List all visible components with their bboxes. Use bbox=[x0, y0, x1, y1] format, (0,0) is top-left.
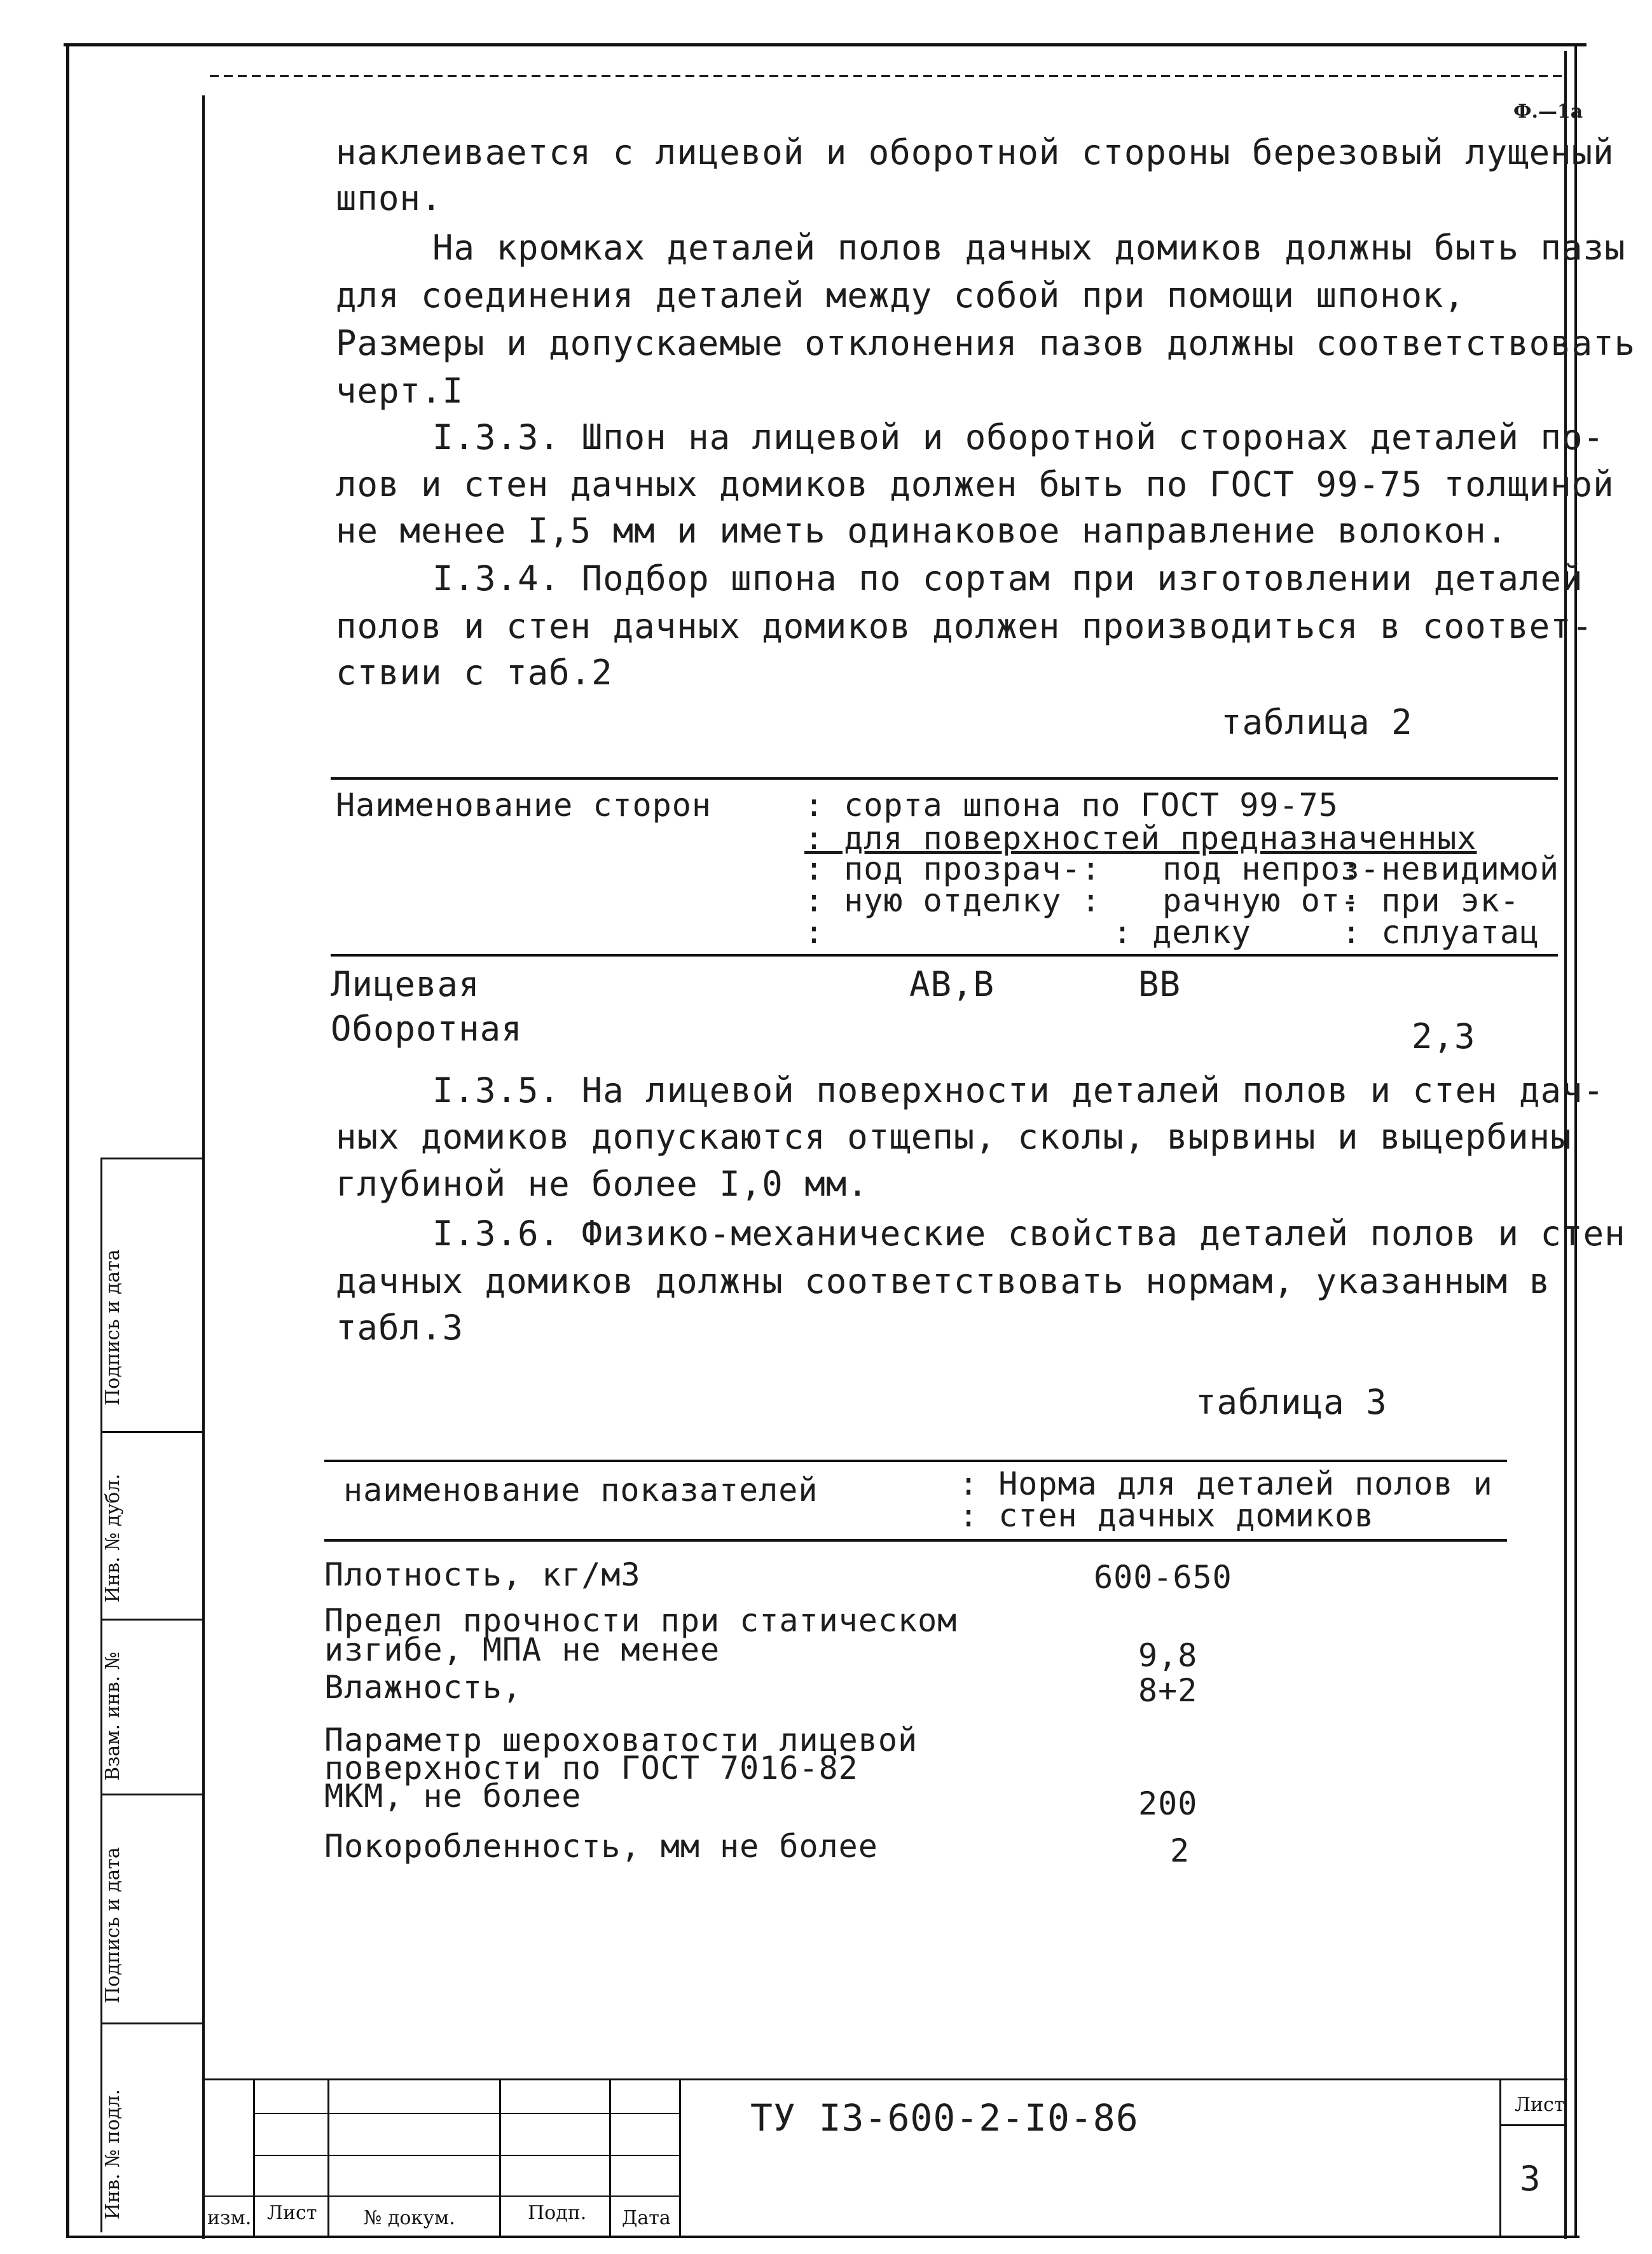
left-border bbox=[66, 43, 69, 2237]
table2-row-name: Оборотная bbox=[331, 1009, 523, 1049]
text-line: I.3.4. Подбор шпона по сортам при изготовлении деталей bbox=[432, 558, 1583, 598]
table2-header-group-2: : для поверхностей предназначенных bbox=[804, 820, 1477, 857]
text-line: полов и стен дачных домиков должен производиться в соответ- bbox=[336, 606, 1593, 646]
table3-header-left: наименование показателей bbox=[343, 1472, 818, 1509]
text-line: Размеры и допускаемые отклонения пазов должны соответствовать bbox=[336, 323, 1636, 363]
text-line: дачных домиков должны соответствовать нормам, указанным в bbox=[336, 1261, 1551, 1301]
sheet-box-sep bbox=[1499, 2124, 1566, 2126]
inner-left-border bbox=[202, 95, 205, 2239]
right-outer-border bbox=[1574, 43, 1577, 2237]
table3-header-right-1: : Норма для деталей полов и bbox=[959, 1465, 1493, 1502]
sheet-number: 3 bbox=[1520, 2159, 1541, 2199]
stamp-col bbox=[679, 2078, 681, 2237]
table3-row-name: Влажность, bbox=[324, 1669, 523, 1706]
table3-row-value: 9,8 bbox=[1138, 1637, 1198, 1674]
table2-subcol-1: : под прозрач-: bbox=[804, 850, 1101, 887]
text-line: I.3.5. На лицевой поверхности деталей полов и стен дач- bbox=[432, 1070, 1605, 1110]
table2-header-rule bbox=[331, 954, 1558, 957]
text-line: шпон. bbox=[336, 178, 443, 218]
side-stamp-sep bbox=[100, 2022, 203, 2024]
table3-top-rule bbox=[324, 1460, 1507, 1462]
text-line: табл.3 bbox=[336, 1308, 464, 1348]
text-line: для соединения деталей между собой при помощи шпонок, bbox=[336, 275, 1466, 315]
text-line: глубиной не более I,0 мм. bbox=[336, 1164, 869, 1204]
table3-row-value: 200 bbox=[1138, 1785, 1198, 1822]
table2-top-rule bbox=[331, 777, 1558, 780]
stamp-top-rule bbox=[203, 2078, 1567, 2080]
side-stamp-sep bbox=[100, 1431, 203, 1433]
stamp-row bbox=[203, 2195, 680, 2197]
table3-row-name: Предел прочности при статическом bbox=[324, 1602, 958, 1639]
table2-row-c1: АВ,В bbox=[909, 964, 995, 1004]
table2-subcol-3: : при эк- bbox=[1342, 882, 1520, 919]
text-line: I.3.6. Физико-механические свойства деталей полов и стен bbox=[432, 1213, 1626, 1254]
document-code: ТУ I3-600-2-I0-86 bbox=[750, 2096, 1139, 2140]
table2-subcol-2: : делку bbox=[1113, 914, 1251, 951]
stamp-col-doc: № докум. bbox=[364, 2207, 455, 2229]
side-label-dup-inv: Инв. № дубл. bbox=[102, 1474, 124, 1603]
table3-row-name: изгибе, МПА не менее bbox=[324, 1631, 720, 1668]
table3-row-value: 600-650 bbox=[1094, 1559, 1232, 1596]
form-code: Ф.—1а bbox=[1513, 100, 1583, 123]
stamp-col-izm: изм. bbox=[207, 2207, 252, 2229]
table3-row-name: поверхности по ГОСТ 7016-82 bbox=[324, 1750, 858, 1787]
table2-caption: таблица 2 bbox=[1221, 702, 1413, 742]
stamp-col-list: Лист bbox=[267, 2202, 317, 2224]
table2-row-c3: 2,3 bbox=[1412, 1016, 1476, 1056]
table2-row-c2: ВВ bbox=[1138, 964, 1181, 1004]
table3-row-name: Параметр шероховатости лицевой bbox=[324, 1722, 918, 1759]
side-stamp-sep bbox=[100, 1158, 203, 1159]
stamp-col bbox=[609, 2078, 611, 2237]
bottom-border bbox=[66, 2236, 1580, 2238]
table3-row-value: 2 bbox=[1170, 1832, 1190, 1869]
text-line: наклеивается с лицевой и оборотной стороны березовый лущеный bbox=[336, 132, 1614, 172]
table2-row-name: Лицевая bbox=[331, 964, 480, 1004]
text-line: ствии с таб.2 bbox=[336, 653, 613, 693]
text-line: черт.I bbox=[336, 371, 464, 411]
table3-caption: таблица 3 bbox=[1195, 1382, 1387, 1422]
table3-row-name: МКМ, не более bbox=[324, 1778, 582, 1815]
stamp-col bbox=[253, 2078, 255, 2237]
side-stamp-sep bbox=[100, 1794, 203, 1795]
side-label-inv-podl: Инв. № подл. bbox=[102, 2089, 124, 2220]
table3-header-rule bbox=[324, 1539, 1507, 1542]
table2-subcol-3: : сплуатац bbox=[1342, 914, 1540, 951]
table2-header-group-1: : сорта шпона по ГОСТ 99-75 bbox=[804, 787, 1339, 824]
table2-subcol-3: : невидимой bbox=[1342, 850, 1560, 887]
top-dashed-rule bbox=[210, 75, 1564, 77]
table3-header-right-2: : стен дачных домиков bbox=[959, 1497, 1375, 1534]
table3-row-value: 8+2 bbox=[1138, 1672, 1198, 1709]
stamp-col-date: Дата bbox=[622, 2207, 671, 2229]
text-line: На кромках деталей полов дачных домиков должны быть пазы bbox=[432, 228, 1626, 268]
top-border bbox=[64, 43, 1587, 46]
table2-header-left: Наименование сторон bbox=[336, 787, 712, 824]
text-line: не менее I,5 мм и иметь одинаковое направление волокон. bbox=[336, 511, 1508, 551]
stamp-col bbox=[499, 2078, 501, 2237]
table2-subcol-2: под непроз- bbox=[1162, 850, 1380, 887]
text-line: лов и стен дачных домиков должен быть по ГОСТ 99-75 толщиной bbox=[336, 464, 1614, 504]
side-stamp-sep bbox=[100, 1619, 203, 1621]
table2-subcol-1: : bbox=[804, 914, 825, 951]
stamp-col bbox=[327, 2078, 329, 2237]
sheet-box-left bbox=[1499, 2078, 1501, 2237]
text-line: I.3.3. Шпон на лицевой и оборотной сторонах деталей по- bbox=[432, 417, 1605, 457]
stamp-row bbox=[253, 2155, 680, 2156]
table3-row-name: Покоробленность, мм не более bbox=[324, 1828, 878, 1865]
table3-row-name: Плотность, кг/м3 bbox=[324, 1556, 641, 1593]
stamp-row bbox=[253, 2113, 680, 2114]
sheet-label: Лист bbox=[1515, 2094, 1565, 2116]
text-line: ных домиков допускаются отщепы, сколы, вырвины и выцербины bbox=[336, 1117, 1572, 1157]
side-label-vzam-inv: Взам. инв. № bbox=[102, 1651, 124, 1781]
table2-subcol-1: : ную отделку : bbox=[804, 882, 1101, 919]
side-label-sign-date-bottom: Подпись и дата bbox=[102, 1847, 124, 2003]
side-label-sign-date-top: Подпись и дата bbox=[102, 1249, 124, 1406]
stamp-col-sign: Подп. bbox=[528, 2202, 587, 2224]
table2-subcol-2: рачную от- bbox=[1162, 882, 1361, 919]
